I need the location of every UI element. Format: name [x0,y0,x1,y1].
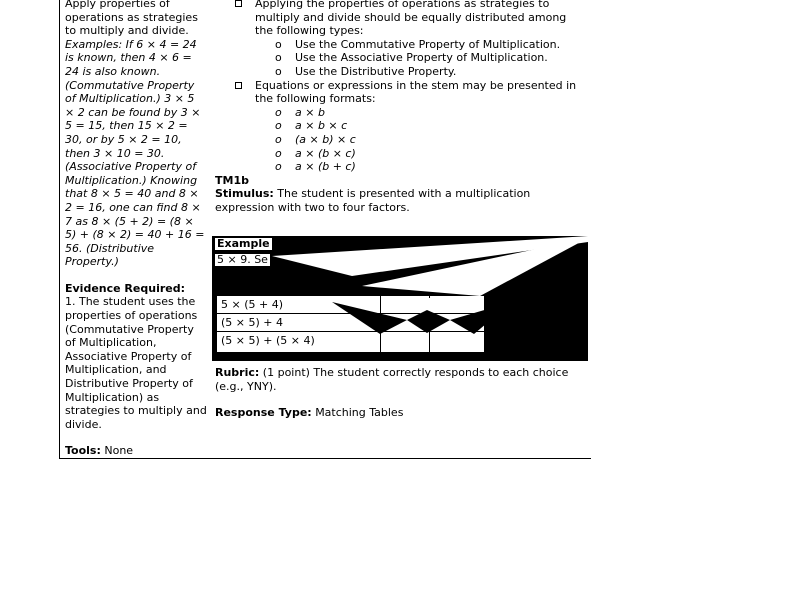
standard-examples: Examples: If 6 × 4 = 24 is known, then 4 × 6 = 24 is also known. (Commutative Property of Multiplication.) 3 × 5 × 2 can be found by 3 × 5 = 15, then 15 × 2 = 30, or by 5 × 2 = 10, then 3 × 10 = 30. (Associative Property of Multiplication.) Knowing that 8 × 5 = 40 and 8 × 2 = 16, one can find 8 × 7 as 8 × (5 + 2) = (8 × 5) + (8 × 2) = 40 + 16 = 56. (Distributive Property.) [65,37,205,269]
standard-text: Apply properties of operations as strategies to multiply and divide. [65,0,198,38]
format-item: o a × b [275,105,325,119]
type-item: o Use the Commutative Property of Multiplication. [275,37,561,51]
stimulus: Stimulus: The student is presented with a multiplication expression with two to four factors. [215,187,531,214]
evidence-heading: Evidence Required: [65,281,185,295]
tools-line [65,444,133,458]
circle-bullet-icon: o [275,132,282,146]
tools-label: Tools: [65,444,101,457]
type-item: o Use the Distributive Property. [275,64,457,78]
rendering-artifact-graphic [212,236,588,361]
example-question: 5 × 9. Se [217,253,268,266]
format-item: o a × (b × c) [275,146,356,160]
table-row: (5 × 5) + (5 × 4) [221,334,315,347]
circle-bullet-icon: o [275,37,282,51]
example-label: Example [217,237,270,250]
circle-bullet-icon: o [275,64,282,78]
circle-bullet-icon: o [275,51,282,65]
table-row: (5 × 5) + 4 [221,316,283,329]
task-model-id: TM1b [215,173,249,187]
bullet-formats [215,79,587,106]
rubric: Rubric: (1 point) The student correctly responds to each choice (e.g., YNY). [215,366,569,393]
circle-bullet-icon: o [275,119,282,133]
format-item: o (a × b) × c [275,132,356,146]
circle-bullet-icon: o [275,105,282,119]
bullet-types-text: Applying the properties of operations as strategies to multiply and divide should be equally distributed among the following types: [255,0,567,38]
type-item: o Use the Associative Property of Multiplication. [275,51,548,65]
bullet-types [215,0,587,38]
response-type: Response Type: Matching Tables [215,406,404,420]
left-column [65,0,207,431]
square-bullet-icon [235,0,242,7]
format-item: o a × b × c [275,119,348,133]
tools-value: None [104,444,134,457]
circle-bullet-icon: o [275,160,282,174]
example-item-graphic [212,236,588,361]
bullet-formats-text: Equations or expressions in the stem may be presented in the following formats: [255,78,577,106]
square-bullet-icon [235,82,242,89]
rubric-section [215,366,587,420]
circle-bullet-icon: o [275,146,282,160]
format-item: o a × (b + c) [275,160,356,174]
evidence-text: 1. The student uses the properties of operations (Commutative Property of Multiplication, Associative Property of Multiplication, and Distributive Property of Multiplication) as strategies to multiply and divide. [65,295,207,431]
table-row: 5 × (5 + 4) [221,298,283,311]
right-column [215,0,587,215]
